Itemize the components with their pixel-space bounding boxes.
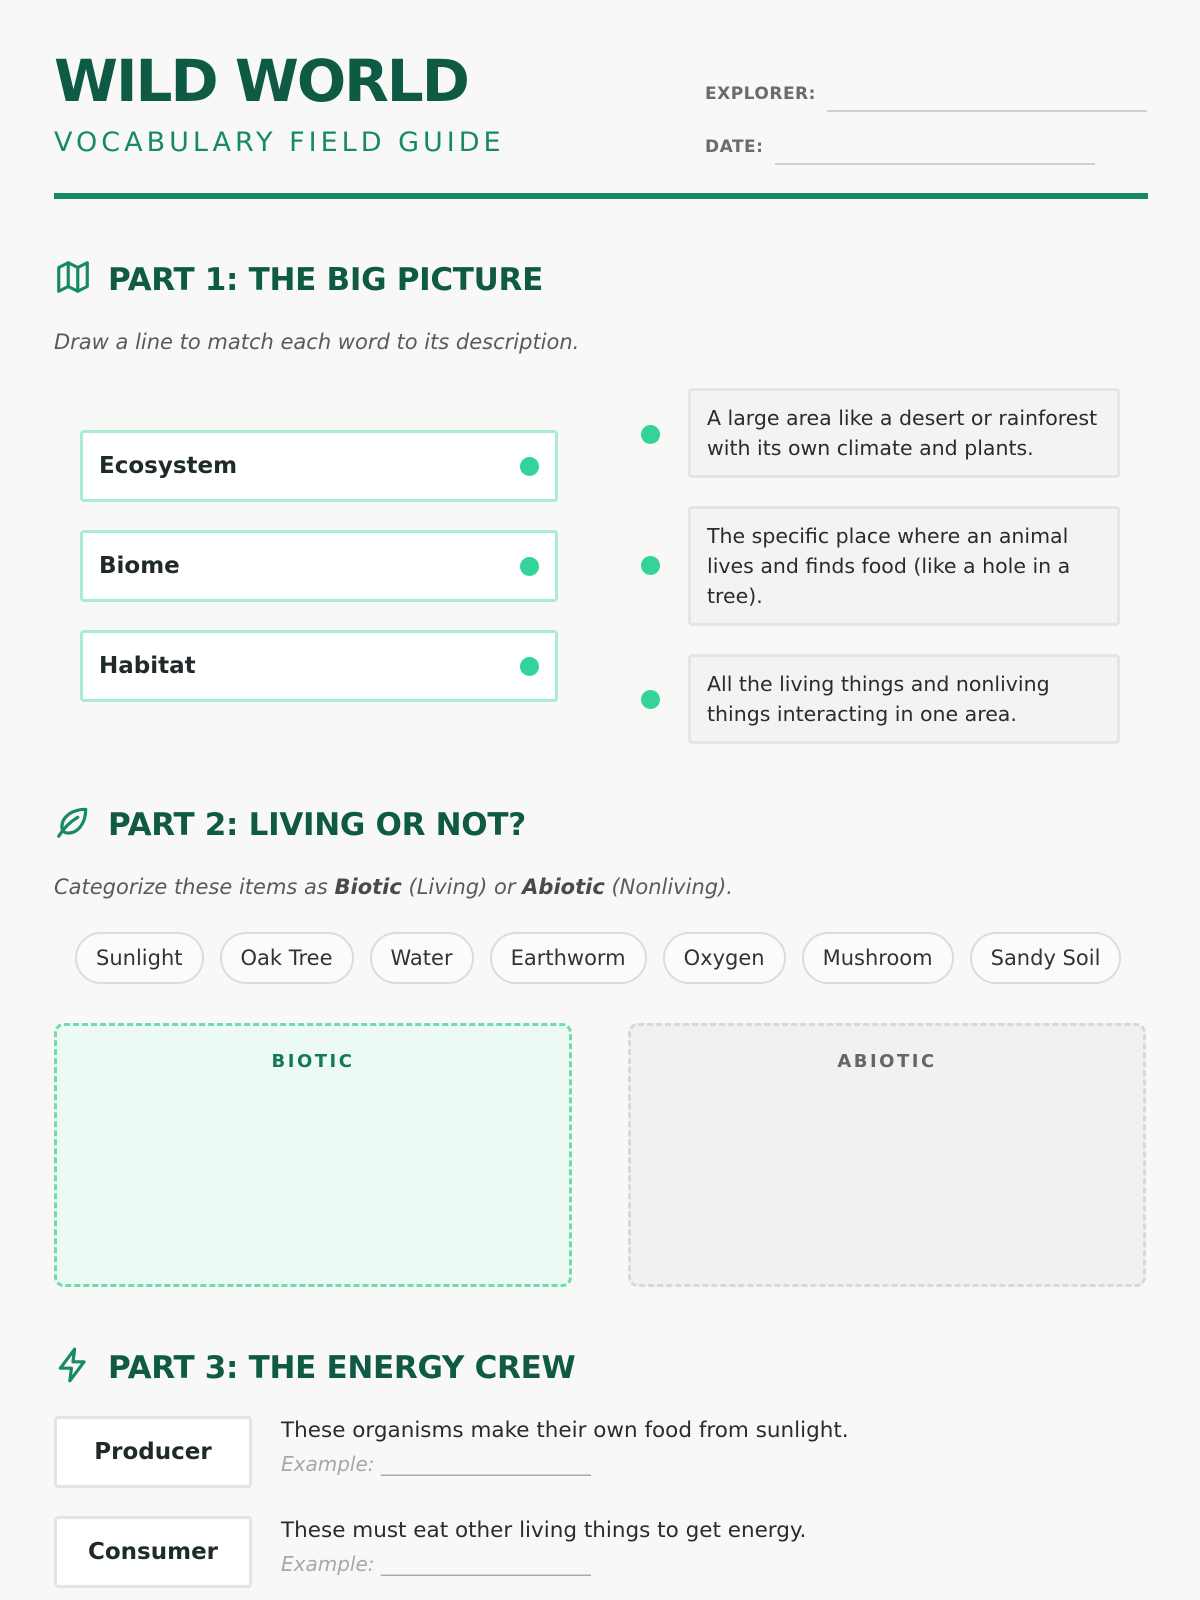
word-label: Biome [99,553,180,579]
part1-header [54,258,543,301]
part1-instruction: Draw a line to match each word to its description. [54,330,580,354]
biotic-word: Biotic [334,875,402,899]
date-field[interactable] [775,163,1095,165]
part2-title: PART 2: LIVING OR NOT? [108,806,526,843]
biotic-label: BIOTIC [271,1051,355,1072]
match-dot[interactable] [520,657,539,676]
item-chip-earthworm[interactable]: Earthworm [490,932,647,984]
item-chip-oxygen[interactable]: Oxygen [663,932,786,984]
leaf-icon [54,803,92,846]
word-card-ecosystem[interactable] [80,430,558,502]
item-chips [75,932,1121,984]
explorer-label: EXPLORER: [705,84,816,104]
abiotic-drop-zone[interactable] [628,1023,1146,1287]
term-producer: Producer [54,1416,252,1488]
word-label: Ecosystem [99,453,238,479]
part2-instruction [54,875,733,899]
example-field[interactable]: Example: _____________________ [281,1452,591,1476]
description-card-3[interactable]: All the living things and nonliving things interacting in one area. [688,654,1120,744]
part3-header [54,1346,575,1389]
match-dot[interactable] [520,557,539,576]
date-label: DATE: [705,137,764,157]
example-field[interactable]: Example: _____________________ [281,1552,591,1576]
description-card-2[interactable]: The specific place where an animal lives and finds food (like a hole in a tree). [688,506,1120,626]
item-chip-mushroom[interactable]: Mushroom [802,932,954,984]
item-chip-sunlight[interactable]: Sunlight [75,932,204,984]
word-label: Habitat [99,653,196,679]
description-card-1[interactable]: A large area like a desert or rainforest with its own climate and plants. [688,388,1120,478]
item-chip-water[interactable]: Water [370,932,474,984]
worksheet-title: WILD WORLD [54,47,468,115]
term-consumer: Consumer [54,1516,252,1588]
biotic-drop-zone[interactable] [54,1023,572,1287]
term-definition: These must eat other living things to get energy. [281,1518,807,1543]
instruction-text: (Nonliving). [604,875,733,899]
term-definition: These organisms make their own food from sunlight. [281,1418,849,1443]
explorer-name-field[interactable] [827,110,1147,112]
instruction-text: Categorize these items as [54,875,335,899]
header-divider [54,193,1148,199]
item-chip-oak-tree[interactable]: Oak Tree [220,932,354,984]
part1-title: PART 1: THE BIG PICTURE [108,261,543,298]
abiotic-word: Abiotic [522,875,605,899]
match-dot[interactable] [520,457,539,476]
part3-title: PART 3: THE ENERGY CREW [108,1349,576,1386]
word-card-biome[interactable] [80,530,558,602]
match-dot[interactable] [641,556,660,575]
match-dot[interactable] [641,690,660,709]
item-chip-sandy-soil[interactable]: Sandy Soil [970,932,1122,984]
worksheet-subtitle: VOCABULARY FIELD GUIDE [54,127,505,158]
match-dot[interactable] [641,425,660,444]
instruction-text: (Living) or [401,875,523,899]
lightning-icon [54,1346,92,1389]
part2-header [54,803,526,846]
map-icon [54,258,92,301]
abiotic-label: ABIOTIC [837,1051,937,1072]
word-card-habitat[interactable] [80,630,558,702]
